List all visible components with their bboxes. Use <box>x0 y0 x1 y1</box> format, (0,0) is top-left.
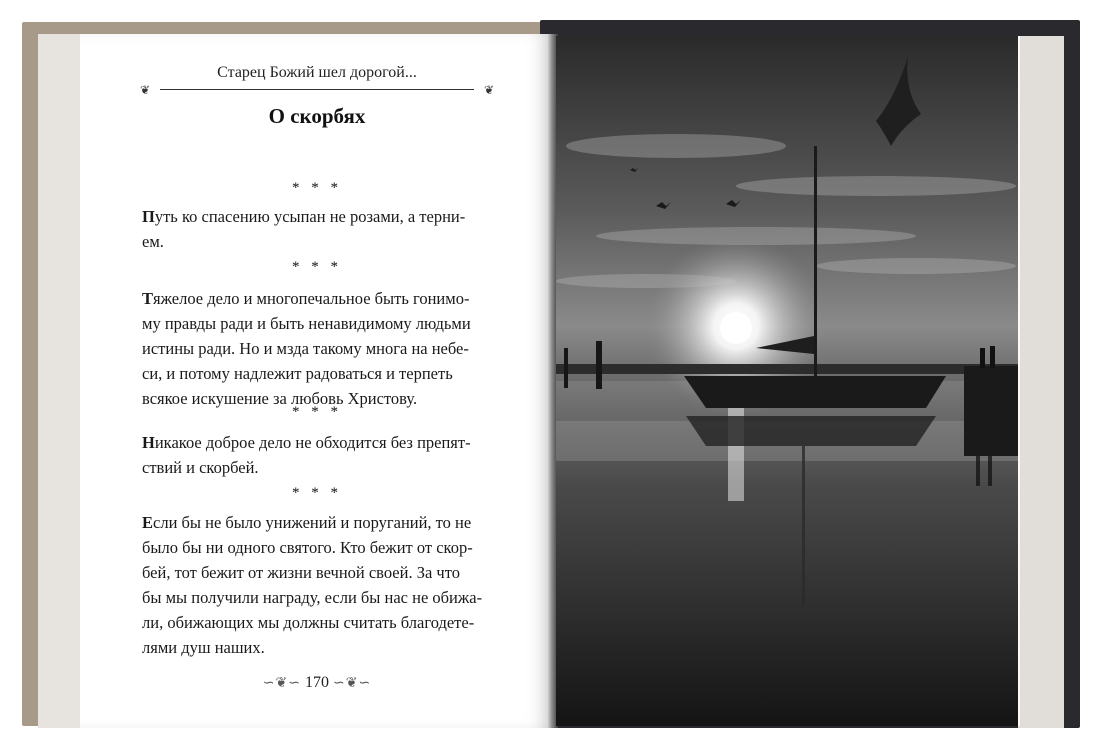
photo-illustration <box>556 36 1018 726</box>
folio-ornament-right-icon: ∽❦∽ <box>333 676 372 691</box>
paragraph-line: бей, тот бежит от жизни вечной своей. За что <box>142 563 460 582</box>
paragraph-line: икакое доброе дело не обходится без препят- <box>154 433 471 452</box>
sunset-sailboat-photo <box>556 36 1018 726</box>
running-head-ornament <box>140 84 494 96</box>
section-divider: * * * <box>292 259 342 275</box>
folio-ornament-left-icon: ∽❦∽ <box>262 676 301 691</box>
paragraph-line: ем. <box>142 232 164 251</box>
paragraph-2 <box>142 286 514 411</box>
section-divider: * * * <box>292 485 342 501</box>
page-edges-left <box>38 34 86 728</box>
section-divider: * * * <box>292 404 342 420</box>
chapter-title: О скорбях <box>268 104 366 128</box>
left-flourish-icon: ❦ <box>140 83 151 97</box>
page-number-block <box>80 674 554 692</box>
right-page <box>556 36 1020 726</box>
paragraph-3 <box>142 430 514 480</box>
paragraph-line: бы мы получили награду, если бы нас не обижа- <box>142 588 483 607</box>
section-divider: * * * <box>292 180 342 196</box>
paragraph-line: лями душ наших. <box>142 638 265 657</box>
paragraph-line: ствий и скорбей. <box>142 458 259 477</box>
paragraph-line: уть ко спасению усыпан не розами, а терни- <box>154 207 466 226</box>
dropcap: П <box>142 207 155 226</box>
paragraph-1 <box>142 204 514 254</box>
right-flourish-icon: ❦ <box>483 83 494 97</box>
left-page <box>80 34 554 728</box>
paragraph-line: сли бы не было унижений и поруганий, то не <box>153 513 472 532</box>
paragraph-line: ли, обижающих мы должны считать благодете- <box>142 613 475 632</box>
paragraph-line: яжелое дело и многопечальное быть гонимо- <box>153 289 470 308</box>
paragraph-line: было бы ни одного святого. Кто бежит от скор- <box>142 538 473 557</box>
page-number: 170 <box>305 674 329 691</box>
dropcap: Е <box>142 513 154 532</box>
paragraph-line: си, и потому надлежит радоваться и терпеть <box>142 364 453 383</box>
running-head: Старец Божий шел дорогой... <box>217 64 417 81</box>
dropcap: Н <box>142 433 155 452</box>
paragraph-line: истины ради. Но и мзда такому многа на небе- <box>142 339 469 358</box>
paragraph-4 <box>142 510 514 660</box>
page-edges-right <box>1018 36 1064 728</box>
dropcap: Т <box>142 289 154 308</box>
paragraph-line: всякое искушение за любовь Христову. <box>142 389 418 408</box>
paragraph-line: му правды ради и быть ненавидимому людьми <box>142 314 471 333</box>
